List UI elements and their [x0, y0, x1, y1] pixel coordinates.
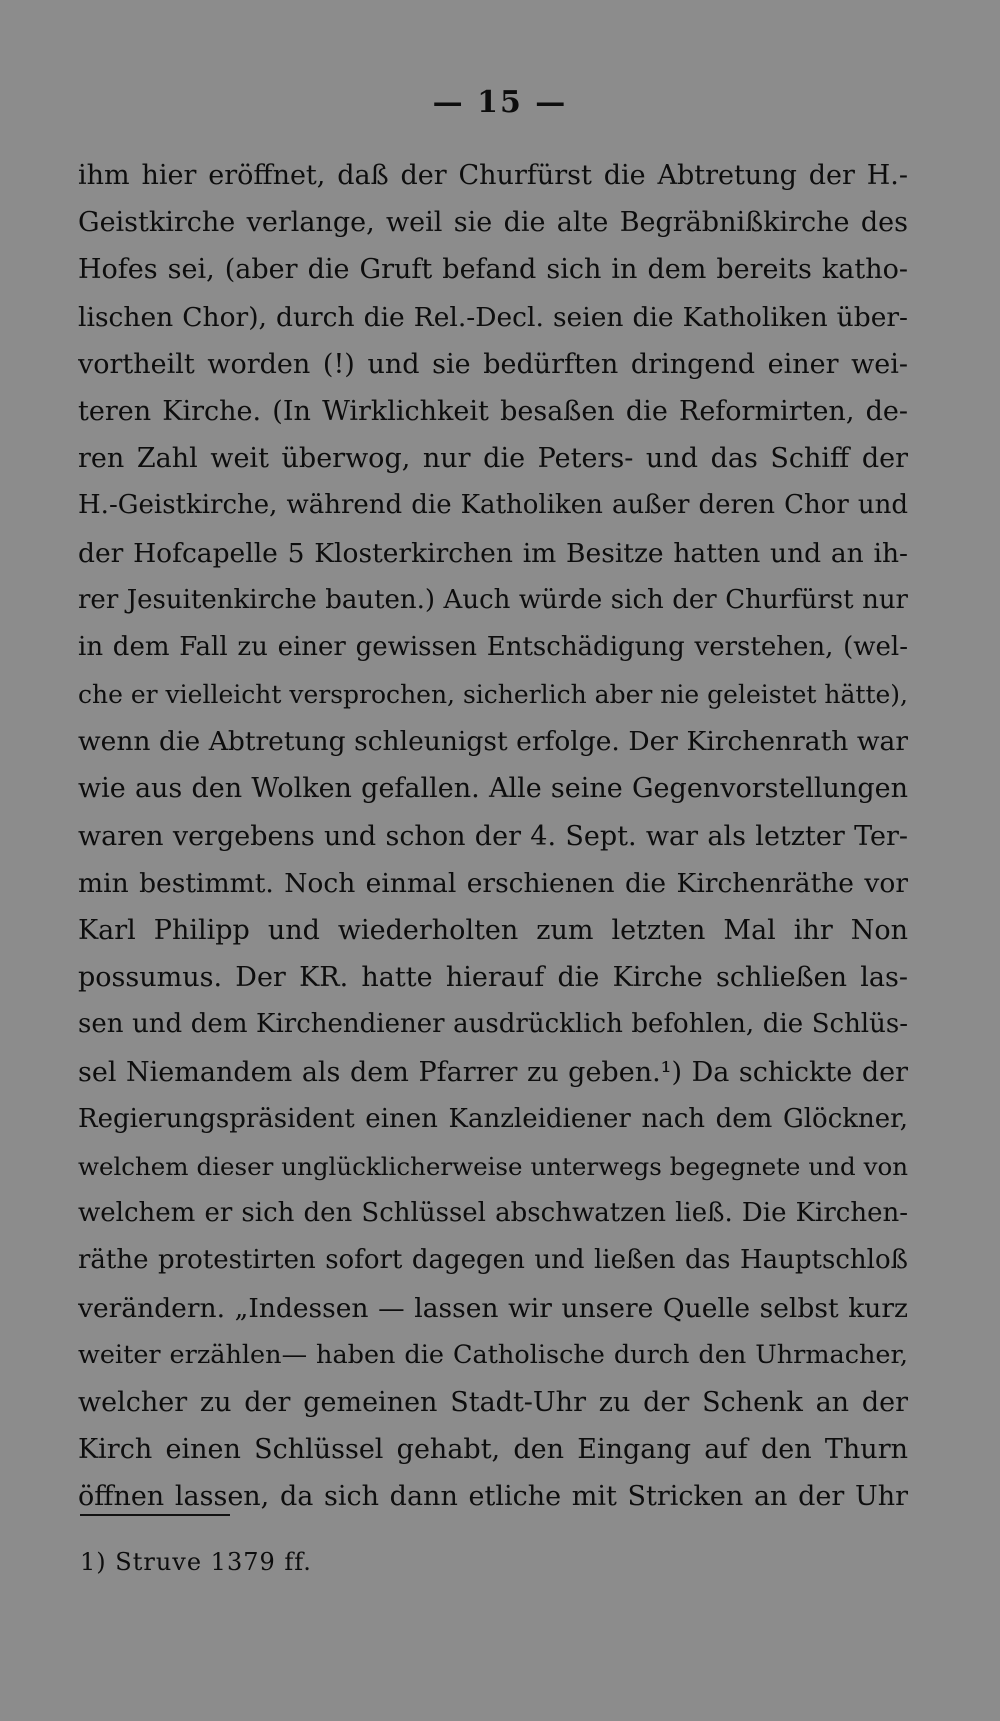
page-number: — 15 —	[432, 85, 568, 120]
text-line: öffnen lassen, da sich dann etliche mit Stricken an der Uhr	[78, 1481, 908, 1513]
text-line: sen und dem Kirchendiener ausdrücklich befohlen, die Schlüs-	[78, 1009, 908, 1040]
text-line: welchem er sich den Schlüssel abschwatzen ließ. Die Kirchen-	[78, 1198, 908, 1229]
text-line: Regierungspräsident einen Kanzleidiener nach dem Glöckner,	[78, 1103, 908, 1134]
text-line: welchem dieser unglücklicherweise unterwegs begegnete und von	[78, 1151, 908, 1181]
text-line: der Hofcapelle 5 Klosterkirchen im Besitze hatten und an ih-	[78, 537, 908, 569]
text-line: waren vergebens und schon der 4. Sept. war als letzter Ter-	[78, 820, 908, 852]
text-line: welcher zu der gemeinen Stadt-Uhr zu der Schenk an der	[78, 1386, 908, 1418]
body-text	[78, 152, 908, 1520]
text-line: Kirch einen Schlüssel gehabt, den Eingang auf den Thurn	[78, 1434, 908, 1466]
text-line: wenn die Abtretung schleunigst erfolge. Der Kirchenrath war	[78, 726, 908, 758]
text-line: räthe protestirten sofort dagegen und ließen das Hauptschloß	[78, 1245, 908, 1276]
text-line: verändern. „Indessen — lassen wir unsere Quelle selbst kurz	[78, 1292, 908, 1324]
text-line: Karl Philipp und wiederholten zum letzten Mal ihr Non	[78, 915, 908, 946]
footnote-divider	[80, 1514, 230, 1516]
text-line: ihm hier eröffnet, daß der Churfürst die Abtretung der H.-	[78, 160, 908, 191]
text-line: weiter erzählen— haben die Catholische durch den Uhrmacher,	[78, 1339, 908, 1370]
text-line: rer Jesuitenkirche bauten.) Auch würde sich der Churfürst nur	[78, 584, 908, 615]
footnote: 1) Struve 1379 ff.	[80, 1548, 312, 1576]
text-line: che er vielleicht versprochen, sicherlich aber nie geleistet hätte),	[78, 680, 908, 710]
text-line: min bestimmt. Noch einmal erschienen die Kirchenräthe vor	[78, 867, 908, 899]
text-line: vortheilt worden (!) und sie bedürften dringend einer wei-	[78, 348, 908, 380]
text-line: lischen Chor), durch die Rel.-Decl. seien die Katholiken über-	[78, 301, 908, 333]
text-line: possumus. Der KR. hatte hierauf die Kirche schließen las-	[78, 962, 908, 994]
text-line: sel Niemandem als dem Pfarrer zu geben.¹) Da schickte der	[78, 1056, 908, 1088]
text-line: ren Zahl weit überwog, nur die Peters- und das Schiff der	[78, 443, 908, 475]
text-line: wie aus den Wolken gefallen. Alle seine Gegenvorstellungen	[78, 773, 908, 805]
text-line: Hofes sei, (aber die Gruft befand sich in dem bereits katho-	[78, 254, 908, 286]
text-line: in dem Fall zu einer gewissen Entschädigung verstehen, (wel-	[78, 631, 908, 662]
text-line: Geistkirche verlange, weil sie die alte Begräbnißkirche des	[78, 207, 908, 239]
text-line: teren Kirche. (In Wirklichkeit besaßen die Reformirten, de-	[78, 395, 908, 427]
text-line: H.-Geistkirche, während die Katholiken außer deren Chor und	[78, 490, 908, 521]
